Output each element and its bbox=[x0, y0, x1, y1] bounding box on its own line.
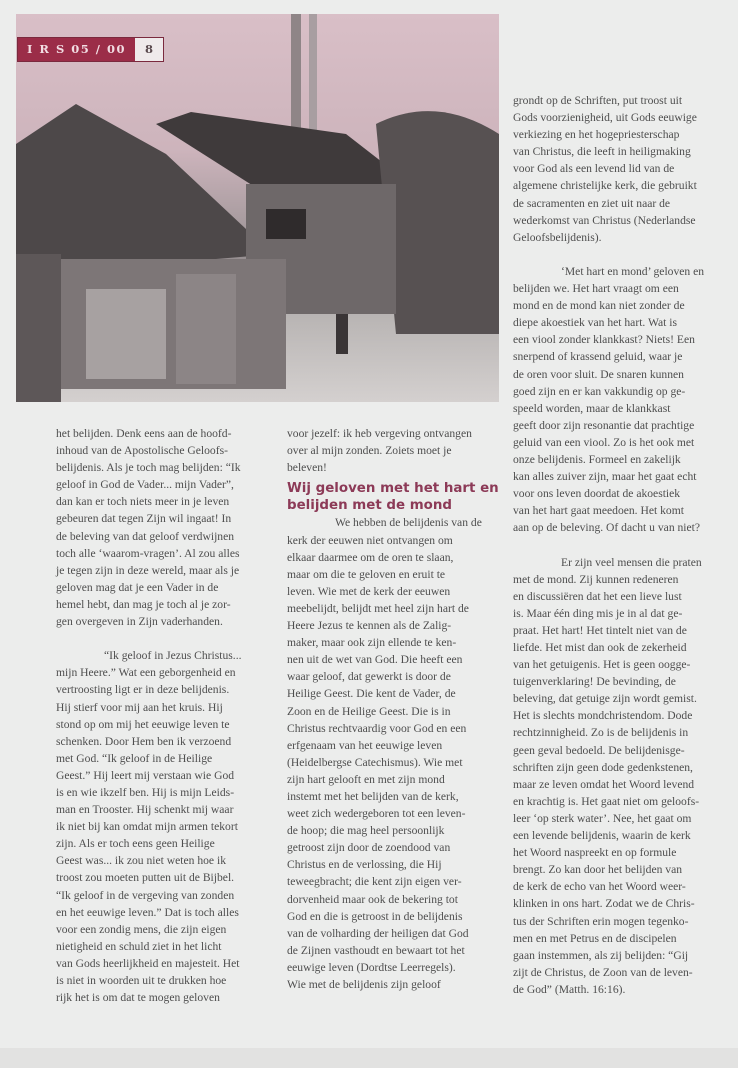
text-line: een viool zonder klankkast? Niets! Een bbox=[513, 333, 695, 347]
text-line: We hebben de belijdenis van de bbox=[335, 516, 482, 530]
text-line: kerk der eeuwen niet ontvangen om bbox=[287, 533, 453, 547]
text-line: voor God als een levend lid van de bbox=[513, 162, 675, 176]
text-line: praat. Het hart! Het tintelt niet van de bbox=[513, 623, 687, 637]
text-line: nen uit de wet van God. Die heeft een bbox=[287, 653, 463, 667]
text-line: verkiezing en het hogepriesterschap bbox=[513, 128, 680, 142]
text-line: mond en de mond kan niet zonder de bbox=[513, 299, 685, 313]
text-line: en discussiëren dat het een lieve lust bbox=[513, 589, 682, 603]
text-line: geluid van een viool. Zo is het ook met bbox=[513, 435, 695, 449]
text-line: Christus rechtvaardig voor God en een bbox=[287, 721, 467, 735]
paragraph-gap bbox=[513, 536, 733, 553]
text-line: en het eeuwige leven.” Dat is toch alles bbox=[56, 905, 239, 919]
text-line: brengt. Zo kan door het belijden van bbox=[513, 863, 683, 877]
heading-line: Wij geloven met het hart en bbox=[287, 481, 499, 497]
text-line: erfgenaam van het eeuwige leven bbox=[287, 738, 443, 752]
text-line: tus der Schriften erin mogen tegenko- bbox=[513, 914, 689, 928]
text-line: de sacramenten en ziet uit naar de bbox=[513, 196, 671, 210]
paragraph bbox=[287, 514, 507, 993]
text-line: de oren voor sluit. De snaren kunnen bbox=[513, 367, 684, 381]
text-line: klinken in ons hart. Zodat we de Chris- bbox=[513, 897, 695, 911]
text-line: beleven! bbox=[287, 461, 327, 475]
text-line: is niet in woorden uit te drukken hoe bbox=[56, 974, 227, 987]
page-edge bbox=[0, 1048, 738, 1068]
text-line: dorvenheid maar ook de bekering tot bbox=[287, 892, 458, 906]
text-line: algemene christelijke kerk, die gebruikt bbox=[513, 179, 697, 193]
text-line: Geest.” Hij leert mij verstaan wie God bbox=[56, 768, 235, 782]
issue-label: I R S 05 / 00 bbox=[18, 38, 135, 61]
text-line: de beleving van dat geloof verdwijnen bbox=[56, 529, 235, 543]
text-line: over al mijn zonden. Zoiets moet je bbox=[287, 444, 452, 458]
text-line: “Ik geloof in de vergeving van zonden bbox=[56, 888, 235, 902]
text-line: de Zijnen vasthoudt en bewaart tot het bbox=[287, 943, 465, 957]
paragraph bbox=[513, 263, 733, 537]
text-line: beleving, dat getuige zijn wordt gemist. bbox=[513, 692, 697, 706]
text-line: Er zijn veel mensen die praten bbox=[561, 555, 702, 569]
text-line: wederkomst van Christus (Nederlandse bbox=[513, 213, 696, 227]
village-house-photo bbox=[16, 14, 499, 402]
text-line: troost zou moeten putten uit de Bijbel. bbox=[56, 871, 235, 885]
text-line: gebeuren dat tegen Zijn wil ingaat! In bbox=[56, 512, 232, 526]
text-line: geen geval bedoeld. De belijdenisge- bbox=[513, 743, 685, 757]
text-line: inhoud van de Apostolische Geloofs- bbox=[56, 444, 228, 458]
text-line: maar ze leven omdat het Woord levend bbox=[513, 777, 695, 791]
text-line: gen overgeven in Zijn vaderhanden. bbox=[56, 615, 223, 629]
text-line: leven. Wie met de kerk der eeuwen bbox=[287, 584, 451, 598]
paragraph-gap bbox=[513, 246, 733, 263]
text-line: grondt op de Schriften, put troost uit bbox=[513, 94, 683, 107]
text-line: man en Trooster. Hij schenkt mij waar bbox=[56, 803, 234, 817]
text-line: diepe akoestiek van het hart. Wat is bbox=[513, 316, 678, 330]
text-line: weet zich wedergeboren tot een leven- bbox=[287, 807, 466, 821]
text-line: Gods voorzienigheid, uit Gods eeuwige bbox=[513, 111, 697, 125]
text-line: eeuwige leven (Dordtse Leerregels). bbox=[287, 960, 456, 974]
text-line: goed zijn en er kan vakkundig op ge- bbox=[513, 384, 686, 398]
text-line: teweegbracht; die kent zijn eigen ver- bbox=[287, 875, 462, 889]
text-line: leer ‘op sterk water’. Nee, het gaat om bbox=[513, 811, 692, 825]
text-line: de kerk de echo van het Woord weer- bbox=[513, 880, 686, 894]
paragraph bbox=[287, 425, 507, 476]
text-line: de hoop; die mag heel persoonlijk bbox=[287, 824, 445, 838]
paragraph-gap bbox=[56, 630, 276, 647]
text-line: maar om die te geloven en eruit te bbox=[287, 567, 446, 581]
text-line: een levende belijdenis, waarin de kerk bbox=[513, 829, 691, 843]
paragraph bbox=[513, 92, 733, 246]
text-line: is en wie ikzelf ben. Hij is mijn Leids- bbox=[56, 785, 235, 799]
text-line: kan alles zuiver zijn, maar het gaat echt bbox=[513, 470, 697, 484]
text-line: aan op de beleving. Of dacht u van niet? bbox=[513, 521, 701, 535]
text-line: ‘Met hart en mond’ geloven en bbox=[561, 264, 705, 278]
section-heading bbox=[287, 480, 507, 514]
text-line: belijden we. Het hart vraagt om een bbox=[513, 282, 679, 296]
text-line: voor een zondig mens, die zijn eigen bbox=[56, 922, 227, 936]
text-line: tuigenverklaring! De bevinding, de bbox=[513, 675, 676, 689]
text-line: geloof in God de Vader... mijn Vader”, bbox=[56, 478, 234, 492]
text-line: rijk het is om dat te mogen geloven bbox=[56, 991, 220, 1005]
text-line: getroost zijn door de zoendood van bbox=[287, 841, 451, 855]
text-column-left bbox=[56, 425, 276, 1006]
text-line: het Woord naspreekt en op formule bbox=[513, 846, 677, 860]
text-line: ik niet bij kan omdat mijn armen tekort bbox=[56, 820, 238, 834]
text-line: je tegen zijn in deze wereld, maar als je bbox=[56, 563, 240, 577]
text-line: de God” (Matth. 16:16). bbox=[513, 982, 626, 996]
text-line: Zoon en de Heilige Geest. Die is in bbox=[287, 704, 451, 718]
text-line: “Ik geloof in Jezus Christus... bbox=[104, 649, 242, 663]
text-line: Hij stierf voor mij aan het kruis. Hij bbox=[56, 700, 223, 714]
text-line: men en met Petrus en de discipelen bbox=[513, 931, 677, 945]
text-line: Geloofsbelijdenis). bbox=[513, 230, 602, 244]
text-line: Christus en de verlossing, die Hij bbox=[287, 858, 442, 872]
text-line: geloven mag dat je een Vader in de bbox=[56, 580, 219, 594]
text-line: zijn hart gelooft en met zijn mond bbox=[287, 772, 445, 786]
text-line: het belijden. Denk eens aan de hoofd- bbox=[56, 427, 232, 440]
text-line: (Heidelbergse Catechismus). Wie met bbox=[287, 755, 463, 769]
paragraph bbox=[513, 554, 733, 998]
text-line: dan kan er toch niets meer in je leven bbox=[56, 495, 230, 509]
text-line: met God. “Ik geloof in de Heilige bbox=[56, 751, 213, 765]
text-line: voor jezelf: ik heb vergeving ontvangen bbox=[287, 427, 472, 440]
text-line: onze belijdenis. Formeel en zakelijk bbox=[513, 452, 681, 466]
paragraph bbox=[56, 425, 276, 630]
text-line: stond op om mij het eeuwige leven te bbox=[56, 717, 230, 731]
text-line: gaan instemmen, als zij belijden: “Gij bbox=[513, 948, 689, 962]
text-line: Het is slechts mondchristendom. Dode bbox=[513, 709, 693, 723]
text-line: vertroosting ligt er in deze belijdenis. bbox=[56, 683, 230, 697]
text-line: van de volharding der heiligen dat God bbox=[287, 926, 469, 940]
text-line: van Christus, die leeft in heiligmaking bbox=[513, 145, 691, 159]
text-line: hemel hebt, dan mag je toch al je zor- bbox=[56, 597, 231, 611]
text-column-right bbox=[513, 92, 733, 998]
text-line: zijn. Als er toch eens geen Heilige bbox=[56, 837, 215, 851]
text-line: liefde. Het mist dan ook de zekerheid bbox=[513, 641, 687, 654]
text-line: nietigheid en schuld ziet in het licht bbox=[56, 939, 222, 953]
text-column-middle bbox=[287, 425, 507, 993]
page-number: 8 bbox=[135, 38, 163, 61]
text-line: met de mond. Zij kunnen redeneren bbox=[513, 572, 679, 586]
text-line: speeld worden, maar de klankkast bbox=[513, 401, 671, 415]
text-line: schriften zijn geen dode gedenkstenen, bbox=[513, 760, 693, 774]
heading-line: belijden met de mond bbox=[287, 498, 452, 514]
text-line: schenken. Door Hem ben ik verzoend bbox=[56, 734, 232, 748]
text-line: van Gods heerlijkheid en majesteit. Het bbox=[56, 956, 240, 970]
issue-badge bbox=[17, 37, 164, 62]
text-line: meebelijdt, belijdt met heel zijn hart de bbox=[287, 601, 469, 615]
text-line: en krachtig is. Het gaat niet om geloofs- bbox=[513, 794, 700, 808]
text-line: Wie met de belijdenis zijn geloof bbox=[287, 978, 441, 991]
text-line: geeft door zijn resonantie dat prachtige bbox=[513, 418, 695, 432]
text-line: van het hart gaat meedoen. Het komt bbox=[513, 504, 684, 518]
text-line: zijt de Christus, de Zoon van de leven- bbox=[513, 965, 693, 979]
text-line: toch alle ‘waarom-vragen’. Al zou alles bbox=[56, 546, 240, 560]
text-line: snerpend of krassend geluid, waar je bbox=[513, 350, 683, 364]
paragraph bbox=[56, 647, 276, 1006]
text-line: Heilige Geest. Die kent de Vader, de bbox=[287, 687, 456, 701]
text-line: belijdenis. Als je toch mag belijden: “Ik bbox=[56, 461, 241, 475]
text-line: rechtzinnigheid. Zo is de belijdenis in bbox=[513, 726, 689, 740]
text-line: van het getuigenis. Het is geen oogge- bbox=[513, 658, 691, 672]
text-line: elkaar daarmee om de oren te slaan, bbox=[287, 550, 454, 564]
text-line: maker, maar ook zijn ellende te ken- bbox=[287, 636, 457, 650]
text-line: waar geloof, dat gewerkt is door de bbox=[287, 670, 451, 684]
text-line: instemt met het belijden van de kerk, bbox=[287, 789, 459, 803]
text-line: Geest was... ik zou niet weten hoe ik bbox=[56, 854, 226, 868]
text-line: is. Maar één ding mis je in al dat ge- bbox=[513, 606, 683, 620]
text-line: mijn Heere.” Wat een geborgenheid en bbox=[56, 666, 236, 680]
text-line: Heere Jezus te kennen als de Zalig- bbox=[287, 619, 452, 633]
text-line: voor ons leven doordat de akoestiek bbox=[513, 487, 681, 501]
text-line: God en die is getroost in de belijdenis bbox=[287, 909, 463, 923]
